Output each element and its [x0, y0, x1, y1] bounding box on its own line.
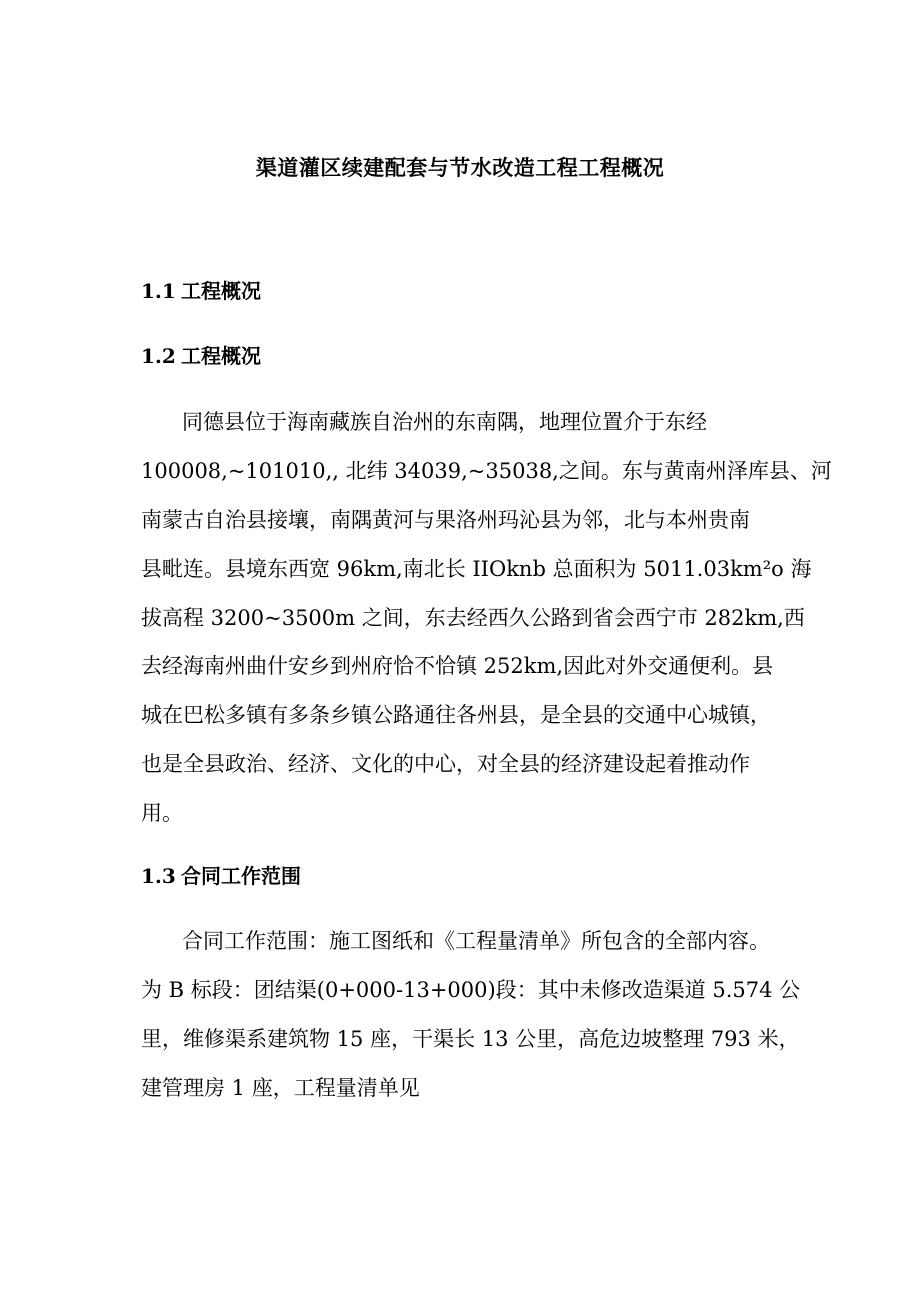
paragraph-line: 城在巴松多镇有多条乡镇公路通往各州县，是全县的交通中心城镇， — [141, 703, 771, 728]
paragraph-line: 为 B 标段：团结渠(0+000-13+000)段：其中未修改造渠道 5.574 公 — [141, 977, 801, 1002]
paragraph-line: 同德县位于海南藏族自治州的东南隅，地理位置介于东经 — [182, 410, 707, 434]
section-heading-1-2 — [141, 341, 261, 371]
paragraph-line: 建管理房 1 座，工程量清单见 — [141, 1075, 420, 1100]
paragraph-line: 南蒙古自治县接壤，南隅黄河与果洛州玛沁县为邻，北与本州贵南 — [141, 507, 750, 532]
paragraph-line: 里，维修渠系建筑物 15 座，干渠长 13 公里，高危边坡整理 793 米， — [141, 1026, 800, 1051]
section-heading-1-3 — [141, 861, 301, 891]
section-heading-1-1 — [141, 276, 261, 306]
section-heading-text: 工程概况 — [181, 279, 261, 303]
paragraph-project-overview — [141, 398, 832, 838]
section-heading-text: 合同工作范围 — [181, 864, 301, 888]
paragraph-contract-scope — [141, 917, 829, 1113]
section-heading-text: 工程概况 — [181, 344, 261, 368]
paragraph-line: 也是全县政治、经济、文化的中心，对全县的经济建设起着推动作 — [141, 752, 750, 777]
paragraph-line: 100008,~101010,, 北纬 34039,~35038,之间。东与黄南州泽库县、河 — [141, 458, 832, 483]
section-number: 1.3 — [141, 864, 176, 888]
section-number: 1.2 — [141, 344, 176, 368]
paragraph-line: 用。 — [141, 801, 183, 826]
paragraph-line: 去经海南州曲什安乡到州府恰不恰镇 252km,因此对外交通便利。县 — [141, 654, 774, 679]
paragraph-line: 拔高程 3200~3500m 之间，东去经西久公路到省会西宁市 282km,西 — [141, 605, 805, 630]
document-title: 渠道灌区续建配套与节水改造工程工程概况 — [255, 155, 665, 180]
paragraph-line: 县毗连。县境东西宽 96km,南北长 IIOknb 总面积为 5011.03km²o 海 — [141, 556, 812, 581]
section-number: 1.1 — [141, 279, 176, 303]
paragraph-line: 合同工作范围：施工图纸和《工程量清单》所包含的全部内容。 — [182, 929, 770, 953]
